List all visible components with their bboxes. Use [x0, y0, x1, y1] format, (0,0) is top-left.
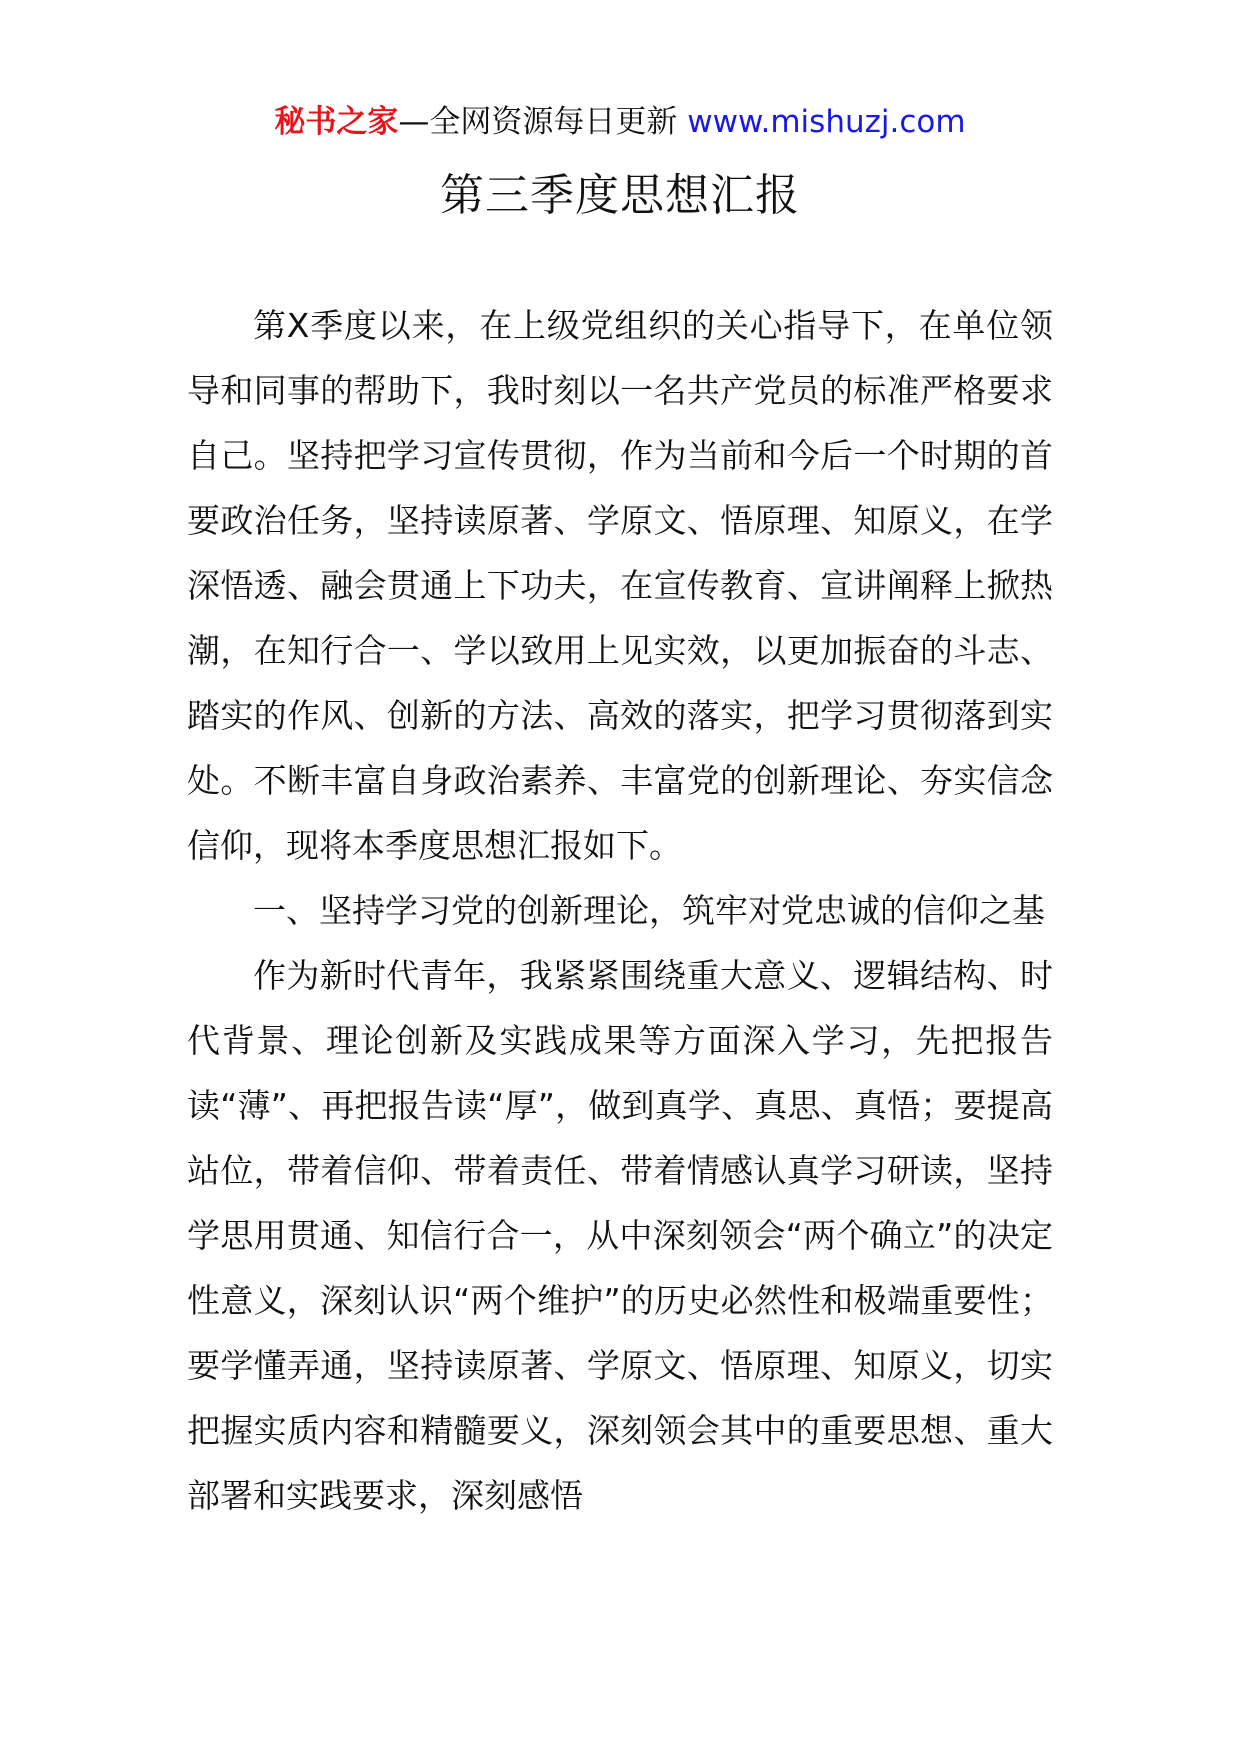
- document-body: [187, 293, 1053, 1528]
- body-paragraph: 第X季度以来，在上级党组织的关心指导下，在单位领导和同事的帮助下，我时刻以一名共产党员的标准严格要求自己。坚持把学习宣传贯彻，作为当前和今后一个时期的首要政治任务，坚持读原著、学原文、悟原理、知原义，在学深悟透、融会贯通上下功夫，在宣传教育、宣讲阐释上掀热潮，在知行合一、学以致用上见实效，以更加振奋的斗志、踏实的作风、创新的方法、高效的落实，把学习贯彻落到实处。不断丰富自身政治素养、丰富党的创新理论、夯实信念信仰，现将本季度思想汇报如下。: [187, 306, 1053, 865]
- header-url: www.mishuzj.com: [687, 104, 966, 140]
- header-slogan: —全网资源每日更新: [398, 104, 688, 140]
- section-heading: 一、坚持学习党的创新理论，筑牢对党忠诚的信仰之基: [253, 891, 1045, 930]
- watermark-header: [0, 100, 1240, 144]
- brand-name: 秘书之家: [274, 104, 399, 140]
- body-paragraph: 作为新时代青年，我紧紧围绕重大意义、逻辑结构、时代背景、理论创新及实践成果等方面深入学习，先把报告读“薄”、再把报告读“厚”，做到真学、真思、真悟；要提高站位，带着信仰、带着责任、带着情感认真学习研读，坚持学思用贯通、知信行合一，从中深刻领会“两个确立”的决定性意义，深刻认识“两个维护”的历史必然性和极端重要性；要学懂弄通，坚持读原著、学原文、悟原理、知原义，切实把握实质内容和精髓要义，深刻领会其中的重要思想、重大部署和实践要求，深刻感悟: [187, 956, 1053, 1515]
- document-title: 第三季度思想汇报: [440, 170, 800, 221]
